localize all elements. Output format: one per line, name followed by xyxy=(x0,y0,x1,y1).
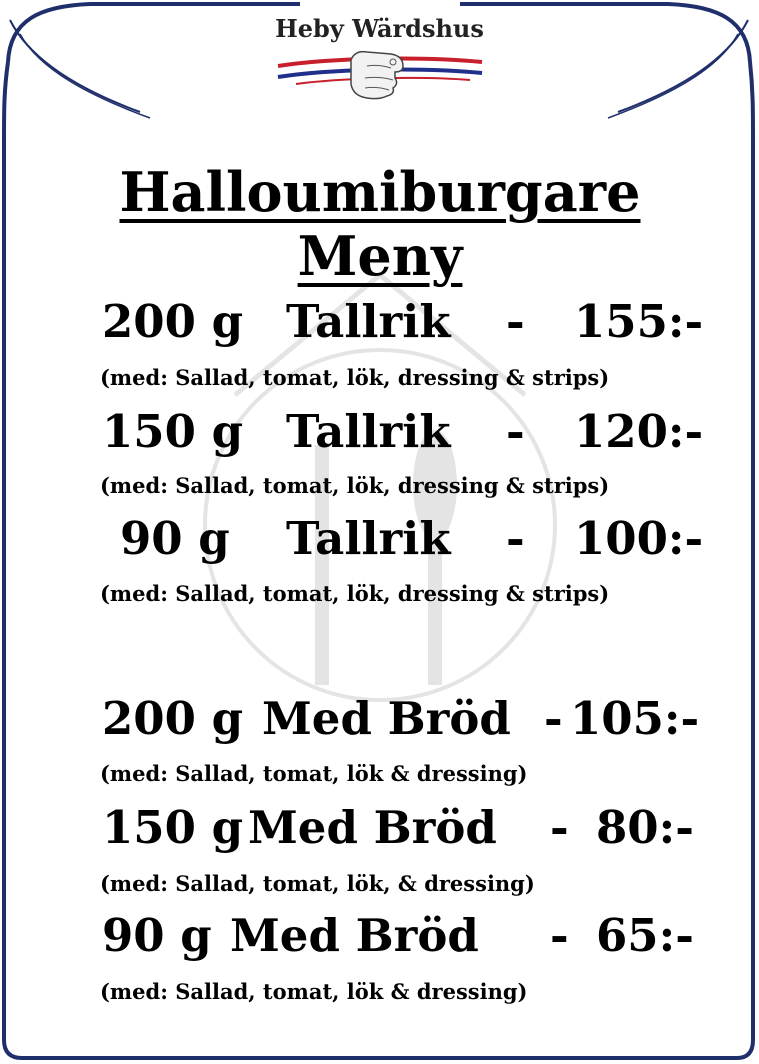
item-name: Med Bröd xyxy=(230,909,479,962)
item-price: 120:- xyxy=(574,405,704,458)
item-description: (med: Sallad, tomat, lök, & dressing) xyxy=(100,871,535,896)
item-weight: 150 g xyxy=(102,801,244,854)
pointing-hand-icon xyxy=(343,46,409,102)
item-price: 155:- xyxy=(574,295,704,348)
item-dash: - xyxy=(506,295,525,348)
item-name: Med Bröd xyxy=(262,692,511,745)
menu-title: Halloumiburgare Meny xyxy=(119,160,641,288)
item-weight: 200 g xyxy=(102,692,244,745)
menu-item-90g-tallrik xyxy=(96,512,704,572)
item-price: 105:- xyxy=(570,692,700,745)
item-description: (med: Sallad, tomat, lök & dressing) xyxy=(100,979,528,1004)
item-price: 65:- xyxy=(596,909,694,962)
menu-item-90g-med-brod xyxy=(96,909,696,969)
item-price: 80:- xyxy=(596,801,694,854)
item-weight: 150 g xyxy=(102,405,244,458)
menu-item-150g-med-brod xyxy=(96,801,696,861)
item-description: (med: Sallad, tomat, lök, dressing & strips) xyxy=(100,365,610,390)
item-price: 100:- xyxy=(574,512,704,565)
menu-item-150g-tallrik xyxy=(96,405,704,465)
item-dash: - xyxy=(550,909,569,962)
item-name: Tallrik xyxy=(286,405,451,458)
item-weight: 90 g xyxy=(102,909,212,962)
item-dash: - xyxy=(544,692,563,745)
item-description: (med: Sallad, tomat, lök, dressing & strips) xyxy=(100,473,610,498)
item-weight: 200 g xyxy=(102,295,244,348)
menu-item-200g-med-brod xyxy=(96,692,700,752)
item-description: (med: Sallad, tomat, lök, dressing & strips) xyxy=(100,581,610,606)
item-dash: - xyxy=(550,801,569,854)
item-weight: 90 g xyxy=(120,512,230,565)
brand-name: Heby Wärdshus xyxy=(275,14,484,43)
item-dash: - xyxy=(506,405,525,458)
item-name: Med Bröd xyxy=(248,801,497,854)
menu-item-200g-tallrik xyxy=(96,295,704,355)
item-name: Tallrik xyxy=(286,512,451,565)
item-name: Tallrik xyxy=(286,295,451,348)
item-dash: - xyxy=(506,512,525,565)
item-description: (med: Sallad, tomat, lök & dressing) xyxy=(100,761,528,786)
